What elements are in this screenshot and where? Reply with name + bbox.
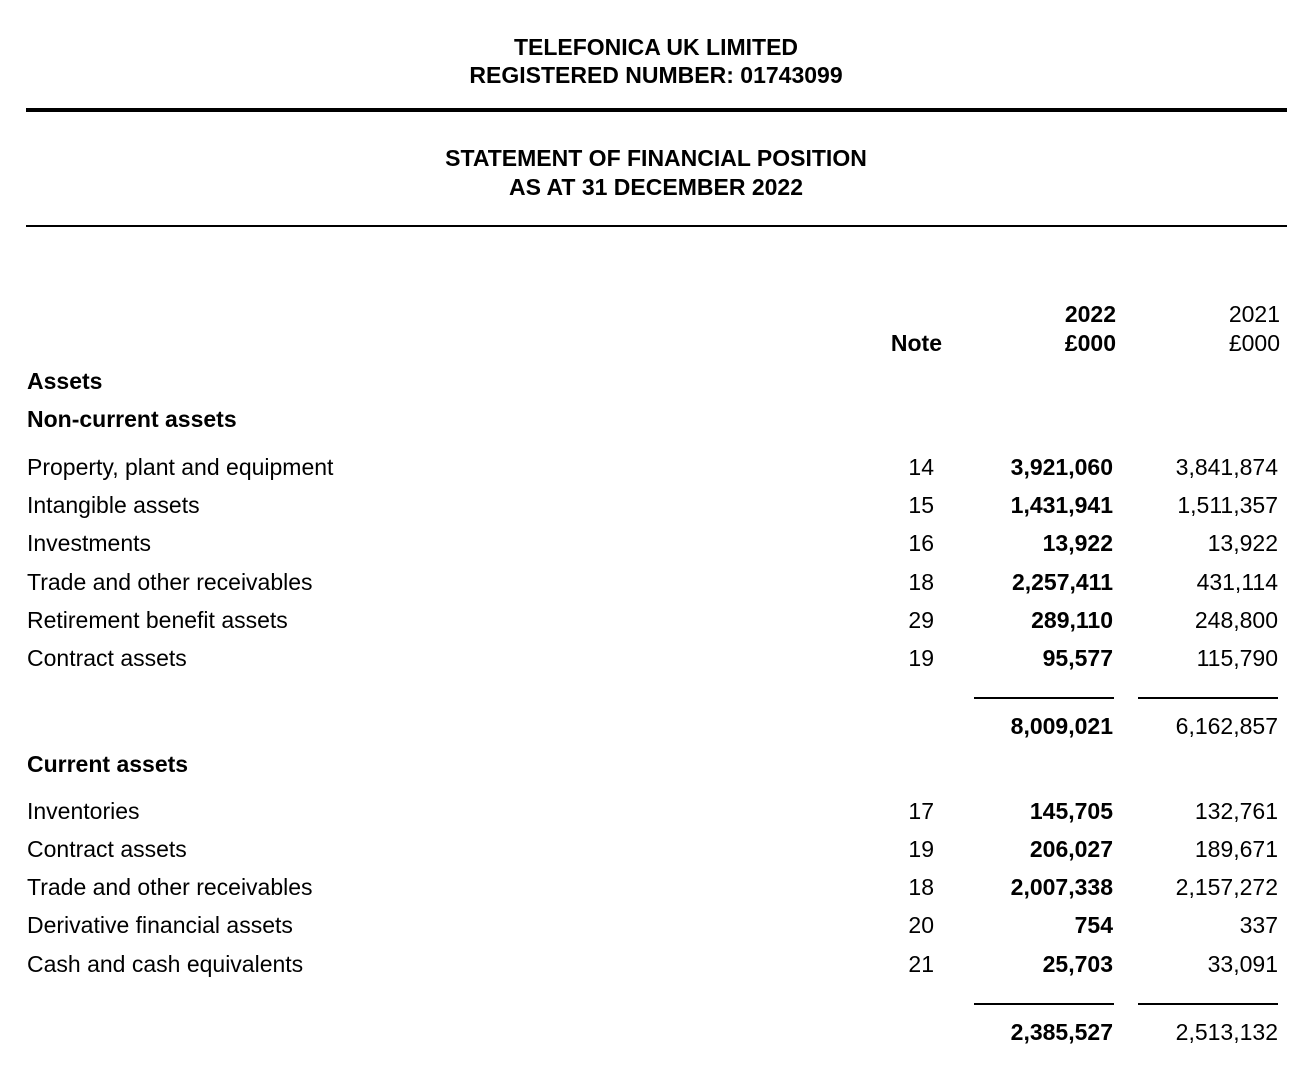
note-column-header: Note xyxy=(890,330,942,356)
table-row xyxy=(0,567,1312,605)
row-note: 19 xyxy=(908,836,934,862)
non-current-assets-heading: Non-current assets xyxy=(27,406,237,432)
row-note: 17 xyxy=(908,798,934,824)
table-row xyxy=(0,490,1312,528)
row-note: 14 xyxy=(908,454,934,480)
row-label: Investments xyxy=(27,530,151,556)
table-row xyxy=(0,605,1312,643)
row-value-2022: 13,922 xyxy=(1042,530,1113,556)
table-row xyxy=(0,643,1312,681)
row-note: 19 xyxy=(908,645,934,671)
row-value-2022: 25,703 xyxy=(1042,951,1113,977)
row-label: Cash and cash equivalents xyxy=(27,951,304,977)
row-value-2021: 248,800 xyxy=(1194,607,1278,633)
row-label: Contract assets xyxy=(27,836,187,862)
row-value-2022: 289,110 xyxy=(1031,607,1113,633)
table-row xyxy=(0,949,1312,987)
row-value-2022: 145,705 xyxy=(1029,798,1113,824)
row-value-2022: 754 xyxy=(1074,912,1113,938)
table-row xyxy=(0,796,1312,834)
row-value-2021: 115,790 xyxy=(1196,645,1278,671)
header-rule-thin xyxy=(26,225,1287,227)
current-assets-heading: Current assets xyxy=(27,751,189,777)
total-value-2022: 8,009,021 xyxy=(1010,713,1113,739)
row-value-2021: 33,091 xyxy=(1207,951,1278,977)
assets-heading: Assets xyxy=(27,368,103,394)
table-row xyxy=(0,834,1312,872)
row-value-2021: 3,841,874 xyxy=(1175,454,1278,480)
row-note: 15 xyxy=(908,492,934,518)
row-note: 29 xyxy=(908,607,934,633)
table-row xyxy=(0,528,1312,566)
row-label: Retirement benefit assets xyxy=(27,607,288,633)
row-value-2021: 431,114 xyxy=(1196,569,1278,595)
table-row xyxy=(0,910,1312,948)
row-note: 18 xyxy=(908,874,934,900)
row-note: 16 xyxy=(908,530,934,556)
registered-number: REGISTERED NUMBER: 01743099 xyxy=(469,62,843,88)
row-value-2021: 189,671 xyxy=(1194,836,1278,862)
subtotal-rule-2021 xyxy=(1138,1003,1278,1005)
row-label: Property, plant and equipment xyxy=(27,454,334,480)
unit-2022-header: £000 xyxy=(1064,330,1116,356)
subtotal-rule-2022 xyxy=(974,1003,1114,1005)
row-note: 20 xyxy=(908,912,934,938)
year-2022-header: 2022 xyxy=(1064,301,1116,327)
row-label: Derivative financial assets xyxy=(27,912,293,938)
total-value-2021: 6,162,857 xyxy=(1175,713,1278,739)
header-rule-thick xyxy=(26,108,1287,112)
subtotal-rule-2022 xyxy=(974,697,1114,699)
row-value-2022: 2,257,411 xyxy=(1011,569,1113,595)
row-value-2022: 95,577 xyxy=(1042,645,1113,671)
row-note: 18 xyxy=(908,569,934,595)
row-label: Intangible assets xyxy=(27,492,200,518)
total-value-2021: 2,513,132 xyxy=(1175,1019,1278,1045)
total-value-2022: 2,385,527 xyxy=(1010,1019,1113,1045)
row-value-2022: 1,431,941 xyxy=(1010,492,1113,518)
row-label: Inventories xyxy=(27,798,140,824)
statement-date: AS AT 31 DECEMBER 2022 xyxy=(509,174,803,200)
row-value-2021: 132,761 xyxy=(1194,798,1278,824)
year-2021-header: 2021 xyxy=(1228,301,1280,327)
row-label: Trade and other receivables xyxy=(27,569,313,595)
row-label: Trade and other receivables xyxy=(27,874,313,900)
row-value-2021: 1,511,357 xyxy=(1177,492,1278,518)
row-value-2021: 337 xyxy=(1239,912,1278,938)
non-current-total-row xyxy=(0,711,1312,749)
current-total-row xyxy=(0,1017,1312,1055)
row-value-2021: 13,922 xyxy=(1207,530,1278,556)
company-name: TELEFONICA UK LIMITED xyxy=(513,34,799,60)
statement-title: STATEMENT OF FINANCIAL POSITION xyxy=(445,145,867,171)
row-note: 21 xyxy=(908,951,934,977)
table-row xyxy=(0,872,1312,910)
unit-2021-header: £000 xyxy=(1228,330,1280,356)
row-value-2022: 3,921,060 xyxy=(1010,454,1113,480)
row-value-2022: 206,027 xyxy=(1029,836,1113,862)
subtotal-rule-2021 xyxy=(1138,697,1278,699)
row-value-2021: 2,157,272 xyxy=(1175,874,1278,900)
row-value-2022: 2,007,338 xyxy=(1010,874,1113,900)
table-row xyxy=(0,452,1312,490)
row-label: Contract assets xyxy=(27,645,187,671)
